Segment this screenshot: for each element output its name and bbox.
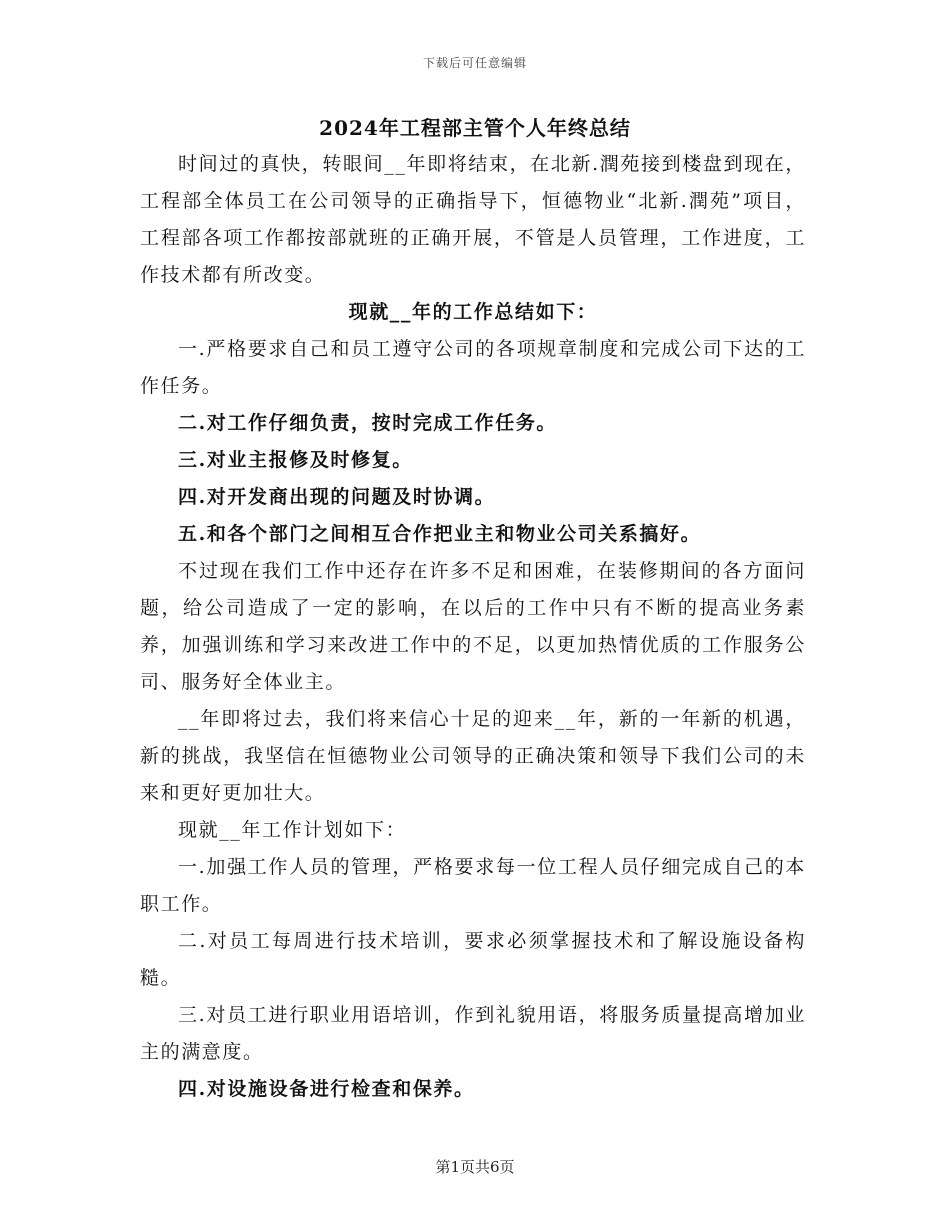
summary-item-1: 一.严格要求自己和员工遵守公司的各项规章制度和完成公司下达的工作任务。: [140, 338, 806, 397]
summary-item-3: 三.对业主报修及时修复。: [178, 449, 413, 471]
summary-item-4: 四.对开发商出现的问题及时协调。: [178, 486, 496, 508]
summary-item-2: 二.对工作仔细负责，按时完成工作任务。: [178, 412, 558, 434]
summary-item-5: 五.和各个部门之间相互合作把业主和物业公司关系搞好。: [178, 523, 702, 545]
paragraph-intro: 时间过的真快，转眼间__年即将结束，在北新.潤苑接到楼盘到现在，工程部全体员工在公司领导的正确指导下，恒德物业“北新.潤苑”项目，工程部各项工作都按部就班的正确开展，不管是人员管理，工作进度，工作技术都有所改变。: [140, 153, 806, 286]
paragraph-outlook: __年即将过去，我们将来信心十足的迎来__年，新的一年新的机遇，新的挑战，我坚信在恒德物业公司领导的正确决策和领导下我们公司的未来和更好更加壮大。: [140, 708, 806, 804]
document-title: 2024年工程部主管个人年终总结: [319, 116, 631, 140]
page-number: 第1页共6页: [435, 1158, 515, 1176]
plan-item-4: 四.对设施设备进行检查和保养。: [178, 1078, 475, 1100]
section-heading-plan: 现就__年工作计划如下：: [178, 819, 407, 841]
section-heading-summary: 现就__年的工作总结如下：: [348, 301, 598, 323]
plan-item-1: 一.加强工作人员的管理，严格要求每一位工程人员仔细完成自己的本职工作。: [140, 856, 806, 915]
header-note: 下载后可任意编辑: [422, 56, 527, 70]
paragraph-shortcomings: 不过现在我们工作中还存在许多不足和困难，在装修期间的各方面问题，给公司造成了一定的影响，在以后的工作中只有不断的提高业务素养，加强训练和学习来改进工作中的不足，以更加热情优质的工作服务公司、服务好全体业主。: [140, 560, 806, 693]
plan-item-3: 三.对员工进行职业用语培训，作到礼貌用语，将服务质量提高增加业主的满意度。: [140, 1004, 806, 1063]
document-body: [140, 146, 806, 1108]
plan-item-2: 二.对员工每周进行技术培训，要求必须掌握技术和了解设施设备构糙。: [140, 930, 806, 989]
